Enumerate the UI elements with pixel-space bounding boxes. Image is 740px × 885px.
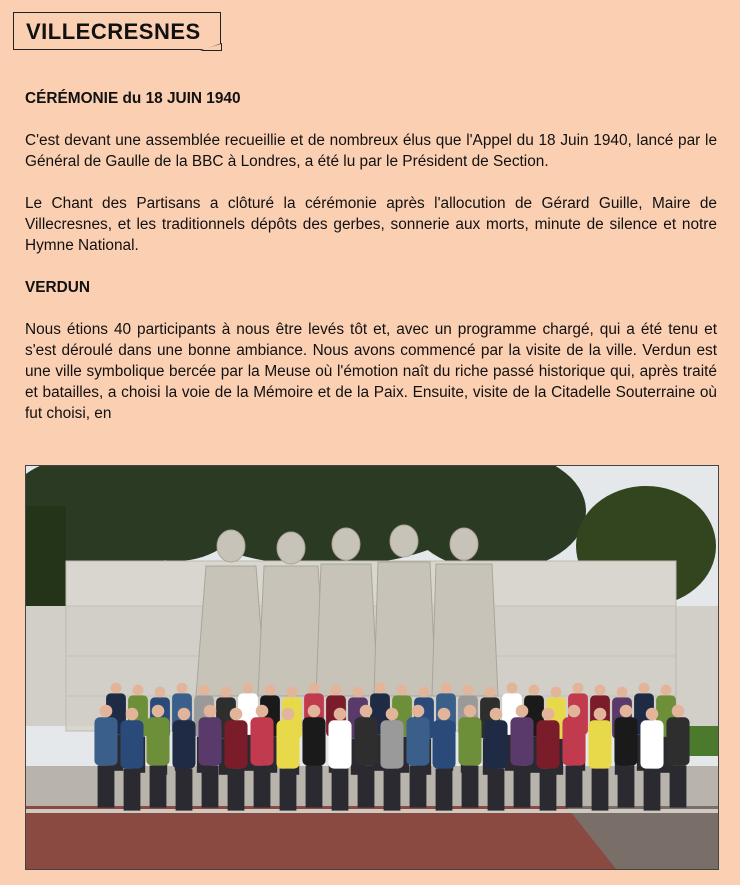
paragraph: C'est devant une assemblée recueillie et de nombreux élus que l'Appel du 18 Juin 1940, lancé par le Général de Gaulle de la BBC à Londres, a été lu par le Président de Section.	[25, 132, 717, 170]
section-heading-verdun: VERDUN	[25, 279, 90, 296]
soldier-statues	[196, 525, 498, 696]
article-content	[25, 88, 717, 424]
paragraph: Nous étions 40 participants à nous être levés tôt et, avec un programme chargé, qui a été tenu et s'est déroulé dans une bonne ambiance. Nous avons commencé par la visite de la ville. Verdun est une ville symbolique bercée par la Meuse où l'émotion naît du riche passé historique qui, après traité et batailles, a choisi la voie de la Mémoire et de la Paix. Ensuite, visite de la Citadelle Souterraine où fut choisi, en	[25, 321, 717, 422]
paragraph: Le Chant des Partisans a clôturé la cérémonie après l'allocution de Gérard Guille, Maire de Villecresnes, et les traditionnels dépôts des gerbes, sonnerie aux morts, minute de silence et notre Hymne National.	[25, 195, 717, 254]
group-photo	[25, 465, 719, 870]
page-title: VILLECRESNES	[26, 19, 201, 44]
section-heading-ceremonie: CÉRÉMONIE du 18 JUIN 1940	[25, 90, 241, 107]
photo-illustration	[26, 466, 718, 869]
title-box	[13, 12, 221, 50]
